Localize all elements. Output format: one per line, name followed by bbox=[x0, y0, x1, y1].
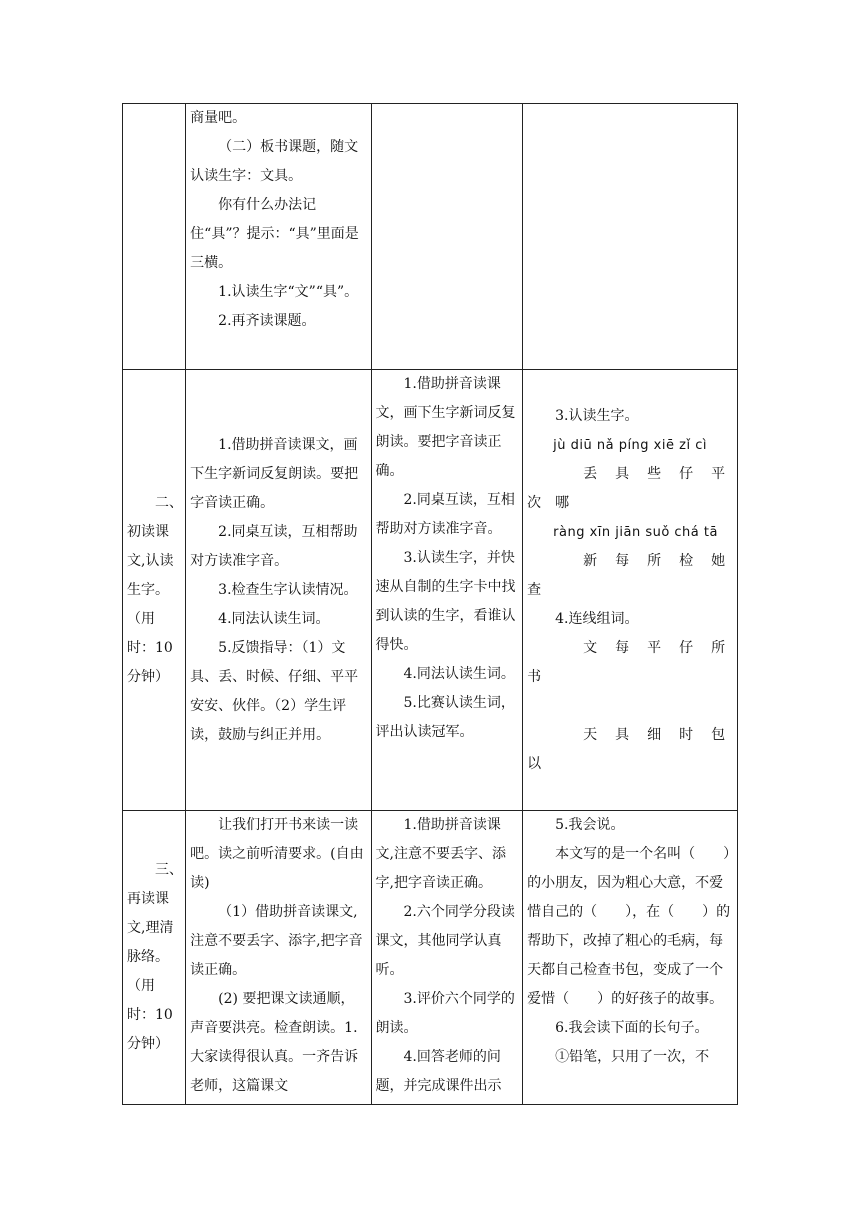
exercise-title: 5.我会说。 bbox=[555, 817, 625, 833]
character: 具 bbox=[615, 465, 630, 482]
character-line: 以 bbox=[527, 755, 542, 772]
character: 时 bbox=[679, 726, 694, 743]
character: 天 bbox=[583, 726, 598, 743]
table-row bbox=[123, 811, 738, 1105]
character: 具 bbox=[615, 726, 630, 743]
paragraph: 5.反馈指导：（1）文具、丢、时候、仔细、平平安安、伙伴。（2）学生评读，鼓励与纠正并用。 bbox=[190, 639, 359, 743]
character-line bbox=[527, 460, 733, 489]
lesson-plan-table bbox=[122, 103, 738, 1105]
practice-cell bbox=[523, 104, 738, 370]
paragraph: 5.比赛认读生词，评出认读冠军。 bbox=[375, 695, 515, 740]
paragraph: 3.检查生字认读情况。 bbox=[218, 581, 358, 598]
paragraph: 让我们打开书来读一读吧。读之前听清要求。(自由读) bbox=[190, 817, 364, 891]
paragraph: (2) 要把课文读通顺，声音要洪亮。检查朗读。1.大家读得很认真。一齐告诉老师，这篇课文 bbox=[190, 991, 359, 1094]
exercise-title: 4.连线组词。 bbox=[555, 610, 639, 627]
paragraph: （二）板书课题，随文认读生字：文具。 bbox=[190, 139, 359, 184]
stage-title: 初读课文,认读生字。 bbox=[127, 523, 174, 598]
character: 每 bbox=[615, 639, 630, 656]
practice-cell bbox=[523, 370, 738, 811]
character-line bbox=[527, 547, 733, 576]
character: 她 bbox=[711, 552, 726, 569]
stage-duration: （用时：10 分钟） bbox=[127, 610, 173, 685]
character: 所 bbox=[711, 639, 726, 656]
character: 仔 bbox=[679, 639, 694, 656]
stage-cell bbox=[123, 104, 186, 370]
paragraph: 2.同桌互读，互相帮助对方读准字音。 bbox=[375, 492, 515, 537]
student-activity-cell bbox=[371, 811, 523, 1105]
character: 检 bbox=[679, 552, 694, 569]
blank-line bbox=[527, 692, 733, 721]
character: 新 bbox=[583, 552, 598, 569]
stage-cell bbox=[123, 370, 186, 811]
character: 平 bbox=[647, 639, 662, 656]
character: 文 bbox=[583, 639, 598, 656]
character-line: 查 bbox=[527, 581, 542, 598]
character-line bbox=[527, 634, 733, 663]
character: 丢 bbox=[583, 465, 598, 482]
character-line bbox=[527, 721, 733, 750]
pinyin-line: ràng xīn jiān suǒ chá tā bbox=[553, 524, 718, 540]
paragraph: ①铅笔，只用了一次，不 bbox=[555, 1049, 710, 1065]
teacher-activity-cell bbox=[186, 811, 371, 1105]
student-activity-cell bbox=[371, 104, 523, 370]
teacher-activity-cell bbox=[186, 370, 371, 811]
stage-cell bbox=[123, 811, 186, 1105]
character-line: 次 哪 bbox=[527, 494, 570, 511]
paragraph: 1.借助拼音读课文，画下生字新词反复朗读。要把字音读正确。 bbox=[375, 376, 516, 479]
character-line: 书 bbox=[527, 668, 542, 685]
paragraph: 3.认读生字，并快速从自制的生字卡中找到认读的生字，看谁认得快。 bbox=[375, 550, 516, 653]
table-row bbox=[123, 370, 738, 811]
character: 包 bbox=[711, 726, 726, 743]
stage-number: 三、 bbox=[155, 862, 183, 878]
table-row bbox=[123, 104, 738, 370]
student-activity-cell bbox=[371, 370, 523, 811]
paragraph: 3.评价六个同学的朗读。 bbox=[375, 991, 515, 1036]
stage-number: 二、 bbox=[155, 494, 183, 511]
paragraph: （1）借助拼音读课文,注意不要丢字、添字,把字音读正确。 bbox=[190, 904, 363, 978]
paragraph: 1.认读生字“文”“具”。 bbox=[218, 284, 359, 300]
stage-duration: （用时：10 分钟） bbox=[127, 978, 173, 1052]
paragraph: 商量吧。 bbox=[190, 110, 247, 126]
pinyin-line: jù diū nǎ píng xiē zǐ cì bbox=[553, 437, 707, 453]
practice-cell bbox=[523, 811, 738, 1105]
paragraph: 4.回答老师的问题，并完成课件出示 bbox=[375, 1049, 502, 1094]
character: 些 bbox=[647, 465, 662, 482]
exercise-title: 3.认读生字。 bbox=[555, 407, 639, 424]
paragraph: 2.再齐读课题。 bbox=[218, 313, 316, 329]
paragraph: 1.借助拼音读课文，画下生字新词反复朗读。要把字音读正确。 bbox=[190, 436, 359, 511]
paragraph: 1.借助拼音读课文,注意不要丢字、添字,把字音读正确。 bbox=[375, 817, 506, 891]
teacher-activity-cell bbox=[186, 104, 371, 370]
character: 仔 bbox=[679, 465, 694, 482]
stage-title: 再读课文,理清脉络。 bbox=[127, 891, 174, 965]
paragraph: 本文写的是一个名叫（ ）的小朋友，因为粗心大意，不爱惜自己的（ ），在（ ）的帮助下，改掉了粗心的毛病，每天都自己检查书包，变成了一个爱惜（ ）的好孩子的故事。 bbox=[527, 846, 731, 1007]
character: 所 bbox=[647, 552, 662, 569]
character: 每 bbox=[615, 552, 630, 569]
paragraph: 2.同桌互读，互相帮助对方读准字音。 bbox=[190, 523, 358, 569]
paragraph: 4.同法认读生词。 bbox=[218, 610, 330, 627]
character: 细 bbox=[647, 726, 662, 743]
paragraph: 2.六个同学分段读课文，其他同学认真听。 bbox=[375, 904, 515, 978]
paragraph: 你有什么办法记住“具”？提示：“具”里面是三横。 bbox=[190, 197, 359, 271]
character: 平 bbox=[711, 465, 726, 482]
paragraph: 4.同法认读生词。 bbox=[403, 666, 515, 682]
exercise-title: 6.我会读下面的长句子。 bbox=[555, 1020, 709, 1036]
